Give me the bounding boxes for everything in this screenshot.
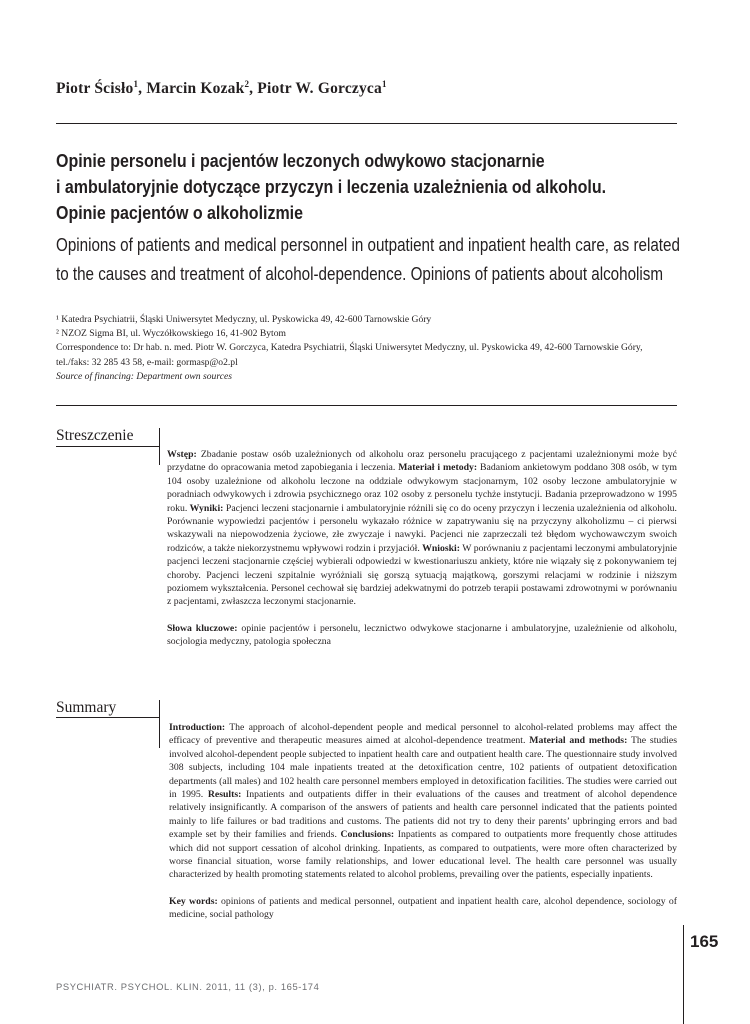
- correspondence-line: Correspondence to: Dr hab. n. med. Piotr W. Gorczyca, Katedra Psychiatrii, Śląski Uniwersytet Medyczny, ul. Pyskowicka 49, 42-600 Tarnowskie Góry,: [56, 342, 643, 354]
- journal-citation: PSYCHIATR. PSYCHOL. KLIN. 2011, 11 (3), p. 165-174: [56, 981, 320, 992]
- author-name: , Marcin Kozak: [138, 80, 245, 98]
- page-number: 165: [690, 932, 719, 951]
- keywords-paragraph: [169, 895, 677, 922]
- author-affiliation-mark: 1: [133, 79, 139, 89]
- paper-title-english: [56, 231, 680, 289]
- section-label: Wnioski:: [419, 542, 460, 554]
- abstract-text: The studies involved alcohol-dependent people subjected to inpatient health care and outpatient health care. The questionnaire study involved 308 subjects, including 104 male inpatients treated at the detoxification centre, 102 patients of outpatient detoxification departments (all males) and 102 health care personnel members employed in detoxification facilities. The studies were carried out in 1995.: [169, 735, 678, 801]
- summary-heading: Summary: [56, 699, 117, 716]
- abstract-text: The approach of alcohol-dependent people and medical personnel to alcohol-related problems may affect the efficacy of preventive and therapeutic measures aimed at alcohol-dependence treatment.: [169, 722, 677, 747]
- abstract-text: Badaniom ankietowym poddano 308 osób, w tym 104 osoby uzależnione od alkoholu leczone na oddziale odwykowym stacjonarnym, 102 osoby leczone ambulatoryjnie w poradniach odwykowych i zdrowia psychicznego oraz 102 osoby z personelu tychże instytucji. Badania przeprowadzono w 1995 roku.: [167, 462, 677, 514]
- author-name: , Piotr W. Gorczyca: [249, 80, 382, 98]
- affiliation-line: ² NZOZ Sigma BI, ul. Wyczółkowskiego 16, 41-902 Bytom: [56, 328, 286, 340]
- section-label: Results:: [203, 789, 242, 801]
- keywords-text: opinie pacjentów i personelu, lecznictwo odwykowe stacjonarne i ambulatoryjne, uzależnienie od alkoholu, socjologia medyczny, patologia społeczna: [167, 622, 677, 648]
- streszczenie-heading: Streszczenie: [56, 427, 134, 444]
- section-label: Key words:: [169, 895, 218, 907]
- abstract-text: W porównaniu z pacjentami leczonymi ambulatoryjnie pacjenci leczeni stacjonarnie częściej wybierali odpowiedzi w kwestionariuszu ankiety, które nie wiązały się z pokonywaniem tej choroby. Pacjenci leczeni szpitalnie wyróżniali się gorszą sytuacją majątkową, gorszymi relacjami w rodzinie i niższym poziomem wykształcenia. Personel cechował się bardziej adekwatnymi do potrzeb terapii postawami zdrowotnymi w porównaniu z pacjentami, zwłaszcza leczonymi stacjonarnie.: [167, 542, 677, 608]
- contact-line: tel./faks: 32 285 43 58, e-mail: gormasp@o2.pl: [56, 356, 238, 368]
- summary-heading-underline: [56, 717, 159, 718]
- author-affiliation-mark: 1: [381, 79, 387, 89]
- title-line: Opinie personelu i pacjentów leczonych odwykowo stacjonarnie: [56, 150, 545, 171]
- title-line: Opinions of patients and medical personnel in outpatient and inpatient health care, as related: [56, 235, 680, 255]
- author-list: [56, 79, 387, 98]
- title-line: i ambulatoryjnie dotyczące przyczyn i leczenia uzależnienia od alkoholu.: [56, 176, 607, 197]
- section-label: Conclusions:: [336, 829, 395, 841]
- header-divider: [56, 123, 677, 124]
- affiliations-block: [56, 313, 686, 384]
- section-label: Materiał i metody:: [395, 462, 478, 474]
- author-name: Piotr Ścisło: [56, 80, 134, 98]
- section-label: Słowa kluczowe:: [167, 622, 238, 634]
- title-line: to the causes and treatment of alcohol-dependence. Opinions of patients about alcoholism: [56, 264, 664, 284]
- section-label: Wstęp:: [167, 449, 197, 460]
- page-margin-rule: [683, 925, 684, 1024]
- abstract-text: Inpatients and outpatients differ in their evaluations of the causes and treatment of alcohol dependence relatively insignificantly. A comparison of the answers of patients and health care personnel indicated that the patients pointed mainly to life failures or bad traditions and customs. The patients did not try to deny their parents’ upbringing errors and bad example set by their families and friends.: [169, 789, 677, 841]
- paper-title-polish: [56, 148, 624, 226]
- section-label: Introduction:: [169, 722, 226, 733]
- abstract-text: Pacjenci leczeni stacjonarnie i ambulatoryjnie różnili się co do oceny przyczyn i leczenia uzależnienia od alkoholu. Porównanie wypowiedzi pacjentów i personelu wykazało różnice w zapatrywaniu się na przyczyny alkoholizmu – ci pierwsi wskazywali na niepowodzenia życiowe, złe zwyczaje i nawyki. Pacjenci nie zaprzeczali też błędom wychowawczym swoich rodziców, a także niekorzystnemu wpływowi rodzin i przyjaciół.: [167, 502, 677, 554]
- abstract-paragraph: [167, 448, 677, 609]
- summary-vertical-rule: [159, 700, 160, 748]
- abstract-text: Inpatients as compared to outpatients more frequently chose attitudes which did not support cessation of alcohol drinking. Inpatients, as compared to outpatients, were more often characterized by worse financial situation, worse family relationships, and lower educational level. The health care personnel was usually characterized by health promoting statements related to alcohol problems, prevailing over the patients, especially inpatients.: [169, 829, 677, 881]
- summary-body: [169, 721, 677, 922]
- abstract-text: Zbadanie postaw osób uzależnionych od alkoholu oraz personelu pracującego z pacjentami uzależnionymi może być przydatne do opracowania metod zapobiegania i leczenia.: [167, 449, 677, 474]
- section-label: Material and methods:: [525, 735, 628, 747]
- keywords-text: opinions of patients and medical personnel, outpatient and inpatient health care, alcohol dependence, sociology of medicine, social pathology: [169, 895, 677, 921]
- streszczenie-body: [167, 448, 677, 649]
- funding-line: Source of financing: Department own sources: [56, 370, 232, 382]
- affiliation-line: ¹ Katedra Psychiatrii, Śląski Uniwersytet Medyczny, ul. Pyskowicka 49, 42-600 Tarnowskie Góry: [56, 314, 432, 325]
- streszczenie-vertical-rule: [159, 428, 160, 465]
- affiliations-divider: [56, 405, 677, 406]
- section-label: Wyniki:: [187, 502, 224, 514]
- abstract-paragraph: [169, 721, 677, 882]
- title-line: Opinie pacjentów o alkoholizmie: [56, 202, 304, 223]
- author-affiliation-mark: 2: [244, 79, 250, 89]
- streszczenie-heading-underline: [56, 446, 159, 447]
- keywords-paragraph: [167, 622, 677, 649]
